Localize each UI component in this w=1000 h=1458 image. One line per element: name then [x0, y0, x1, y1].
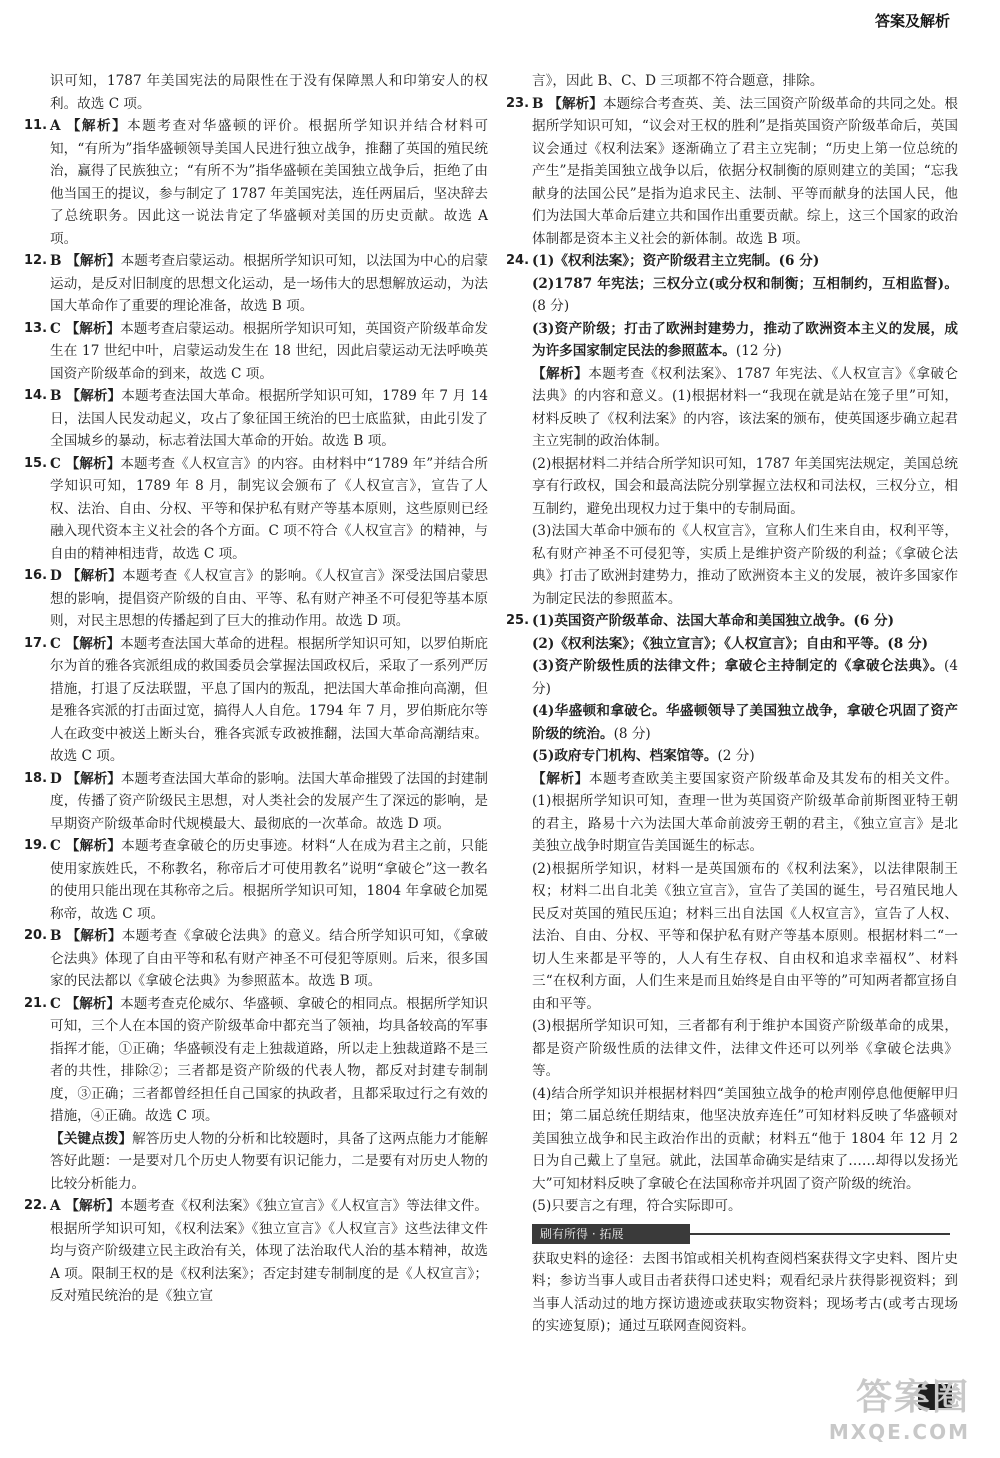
analysis-paragraph: (3)法国大革命中颁布的《人权宣言》，宣称人们生来自由，权利平等，私有财产神圣不可侵犯等，实质上是维护资产阶级的利益；《拿破仑法典》打击了欧洲封建势力，推动了欧洲资本主义的发展，被许多国家作为制定民法的参照蓝本。 — [532, 523, 958, 607]
answer-tag: C 【解析】 — [50, 635, 121, 652]
item-number: 18. — [24, 770, 48, 786]
answer-part: (1)《权利法案》；资产阶级君主立宪制。(6 分) — [532, 253, 820, 269]
answer-item — [24, 925, 488, 993]
section-text: 获取史料的途径：去图书馆或相关机构查阅档案获得文字史料、图片史料；参访当事人或目击者获得口述史料；观看纪录片获得影视资料；到当事人活动过的地方探访遗迹或获取实物资料；现场考古(或考古现场的实迹复原)；通过互联网查阅资料。 — [532, 1250, 958, 1334]
answer-text: 本题考查《拿破仑法典》的意义。结合所学知识可知，《拿破仑法典》体现了自由平等和私有财产神圣不可侵犯等原则。后来，很多国家的民法都以《拿破仑法典》为参照蓝本。故选 B 项。 — [50, 928, 488, 989]
right-column — [506, 70, 959, 1338]
answer-tag: B 【解析】 — [532, 95, 603, 112]
item-number: 17. — [24, 635, 48, 651]
answer-item — [506, 610, 958, 633]
analysis-paragraph: 【解析】本题考查欧美主要国家资产阶级革命及其发布的相关文件。(1)根据所学知识可知，查理一世为英国资产阶级革命前斯图亚特王朝的君主，路易十六为法国大革命前波旁王朝的君主，《独立宣言》是北美独立战争时期宣告美国诞生的标志。 — [532, 770, 959, 854]
answer-item — [24, 453, 488, 566]
item-number: 11. — [24, 118, 48, 133]
answer-text: 本题考查法国大革命的进程。根据所学知识可知，以罗伯斯庇尔为首的雅各宾派组成的救国委员会掌握法国政权后，采取了一系列严厉措施，打退了反法联盟，平息了国内的叛乱，把法国大革命推向高潮，但是雅各宾派的打击面过宽，搞得人人自危。1794 年 7 月，罗伯斯庇尔等人在政变中被送上断头台，雅各宾派专政被推翻，法国大革命高潮结束。故选 C 项。 — [50, 635, 488, 764]
item-number: 12. — [24, 253, 48, 268]
answer-item — [24, 115, 488, 250]
answer-tag: C 【解析】 — [50, 455, 121, 472]
answer-text: 本题考查法国大革命的影响。法国大革命摧毁了法国的封建制度，传播了资产阶级民主思想，对人类社会的发展产生了深远的影响，是早期资产阶级革命时代规模最大、最彻底的一次革命。故选 D 项。 — [50, 770, 488, 832]
left-column — [24, 70, 489, 1308]
answer-item — [24, 835, 488, 925]
key-tip — [30, 1128, 488, 1196]
answer-item — [24, 385, 488, 453]
item-number: 22. — [24, 1198, 48, 1213]
answer-part: (2)《权利法案》；《独立宣言》；《人权宣言》；自由和平等。(8 分) — [532, 635, 928, 652]
answer-text: 本题考查克伦威尔、华盛顿、拿破仑的相同点。根据所学知识可知，三个人在本国的资产阶级革命中都充当了领袖，均具备较高的军事指挥才能，①正确；华盛顿没有走上独裁道路，所以走上独裁道路不是三者的共性，排除②；三者都是资产阶级的代表人物，都反对封建专制制度，③正确；三者都曾经担任自己国家的执政者，且都采取过行之有效的措施，④正确。故选 C 项。 — [50, 995, 488, 1124]
answer-part: (5)政府专门机构、档案馆等。(2 分) — [532, 748, 755, 764]
answer-part: (1)英国资产阶级革命、法国大革命和美国独立战争。(6 分) — [532, 613, 895, 629]
item-number: 25. — [506, 613, 530, 628]
answer-item — [24, 993, 488, 1128]
answer-tag: B 【解析】 — [50, 928, 122, 944]
answer-text: 本题综合考查英、美、法三国资产阶级革命的共同之处。根据所学知识可知，“议会对王权的胜利”是指英国资产阶级革命后，英国议会通过《权利法案》逐渐确立了君主立宪制；“历史上第一位总统的产生”是指美国独立战争以后，依据分权制衡的原则建立的美国；“忘我献身的法国公民”是指为追求民主、法制、平等而献身的法国人民，他们为法国大革命后建立共和国作出重要贡献。综上，这三个国家的政治体制都是资本主义社会的新体制。故选 B 项。 — [532, 95, 959, 247]
analysis-paragraph: (2)根据材料二并结合所学知识可知，1787 年美国宪法规定，美国总统享有行政权，国会和最高法院分别掌握立法权和司法权，三权分立，相互制约，避免出现权力过于集中的专制局面。 — [532, 455, 958, 517]
item-number: 13. — [24, 320, 48, 336]
answer-item — [24, 1195, 489, 1308]
answer-item — [24, 318, 488, 386]
item-number: 20. — [24, 928, 48, 943]
answer-item — [24, 633, 488, 768]
answer-part: (3)资产阶级；打击了欧洲封建势力，推动了欧洲资本主义的发展，成为许多国家制定民法的参照蓝本。(12 分) — [532, 320, 958, 359]
item-number: 14. — [24, 388, 48, 403]
analysis-paragraph: (5)只要言之有理，符合实际即可。 — [532, 1198, 742, 1214]
answer-item — [24, 250, 488, 318]
answer-tag: D 【解析】 — [50, 770, 121, 787]
text-paragraph: 言》，因此 B、C、D 三项都不符合题意，排除。 — [532, 73, 824, 89]
answer-text: 本题考查对华盛顿的评价。根据所学知识并结合材料可知，“有所为”指华盛顿领导美国人民进行独立战争，推翻了英国的殖民统治，赢得了民族独立；“有所不为”指华盛顿在美国独立战争后，拒绝了由他当国王的提议，参与制定了 1787 年美国宪法，连任两届后，坚决辞去了总统职务。因此这一说法肯定了华盛顿对美国的历史贡献。故选 A 项。 — [50, 118, 488, 247]
answer-text: 本题考查法国大革命。根据所学知识可知，1789 年 7 月 14 日，法国人民发动起义，攻占了象征国王统治的巴士底监狱，由此引发了全国城乡的暴动，标志着法国大革命的开始。故选 B 项。 — [50, 388, 488, 449]
analysis-paragraph: (2)根据所学知识，材料一是英国颁布的《权利法案》，以法律限制王权；材料二出自北美《独立宣言》，宣告了美国的诞生，号召殖民地人民反对英国的殖民压迫；材料三出自法国《人权宣言》，宣告了人权、法治、自由、分权、平等和保护私有财产等基本原则。根据材料二“一切人生来都是平等的，人人有生存权、自由权和追求幸福权”、材料三“在权利方面，人们生来是而且始终是自由平等的”可知两者都宣扬自由和平等。 — [532, 860, 958, 1012]
analysis-paragraph: (4)结合所学知识并根据材料四“美国独立战争的枪声刚停息他便解甲归田；第二届总统任期结束，他坚决放弃连任”可知材料反映了华盛顿对美国独立战争和民主政治作出的贡献；材料五“他于 1804 年 12 月 2 日为自己戴上了皇冠。就此，法国革命确实是结束了……却得以发扬光大”可知材料反映了拿破仑在法国称帝并巩固了资产阶级的统治。 — [532, 1085, 958, 1192]
answer-tag: B 【解析】 — [50, 253, 121, 269]
watermark-line2: MXQE.COM — [828, 1420, 970, 1444]
item-number: 16. — [24, 568, 48, 583]
item-number: 21. — [24, 995, 48, 1011]
item-number: 24. — [506, 253, 530, 268]
answer-tag: C 【解析】 — [50, 320, 121, 337]
analysis-paragraph: 【解析】本题考查《权利法案》、1787 年宪法、《人权宣言》《拿破仑法典》的内容和意义。(1)根据材料一“我现在就是站在笼子里”可知，材料反映了《权利法案》的内容，该法案的颁布，使英国逐步确立起君主立宪制的政治体制。 — [532, 365, 959, 449]
answer-item — [24, 565, 488, 633]
answer-text: 本题考查拿破仑的历史事迹。材料“人在成为君主之前，只能使用家族姓氏，不称教名，称帝后才可使用教名”说明“拿破仑”这一教名的使用只能出现在其称帝之后。根据所学知识可知，1804 年拿破仑加冕称帝，故选 C 项。 — [50, 838, 488, 922]
answer-tag: C 【解析】 — [50, 995, 121, 1012]
answer-tag: A 【解析】 — [50, 1198, 120, 1214]
item-number: 23. — [506, 95, 530, 111]
key-tip-text: 解答历史人物的分析和比较题时，具备了这两点能力才能解答好此题：一是要对几个历史人物要有识记能力，二是要有对历史人物的比较分析能力。 — [50, 1130, 489, 1192]
section-bar: 刷有所得 · 拓展 — [532, 1224, 690, 1244]
analysis-paragraph: (3)根据所学知识可知，三者都有利于维护本国资产阶级革命的成果，都是资产阶级性质的法律文件，法律文件还可以列举《拿破仑法典》等。 — [532, 1018, 958, 1079]
answer-part: (3)资产阶级性质的法律文件；拿破仑主持制定的《拿破仑法典》。(4 分) — [532, 658, 958, 697]
answer-part: (2)1787 年宪法；三权分立(或分权和制衡；互相制约，互相监督)。(8 分) — [532, 275, 958, 314]
answer-text: 本题考查《权利法案》《独立宣言》《人权宣言》等法律文件。根据所学知识可知，《权利法案》《独立宣言》《人权宣言》这些法律文件均与资产阶级建立民主政治有关，体现了法治取代人治的基本精神，故选 A 项。限制王权的是《权利法案》；否定封建专制制度的是《人权宣言》；反对殖民统治的是《独立宣 — [50, 1198, 489, 1304]
answer-tag: C 【解析】 — [50, 838, 122, 854]
answer-text: 本题考查启蒙运动。根据所学知识可知，以法国为中心的启蒙运动，是反对旧制度的思想文化运动，是一场伟大的思想解放运动，为法国大革命作了重要的理论准备，故选 B 项。 — [50, 253, 488, 314]
watermark — [829, 1369, 970, 1444]
item-number: 15. — [24, 455, 48, 471]
answer-item — [506, 250, 958, 273]
item-number: 19. — [24, 838, 48, 853]
answer-item — [506, 93, 959, 251]
answer-tag: A 【解析】 — [50, 118, 128, 134]
text-paragraph: 识可知，1787 年美国宪法的局限性在于没有保障黑人和印第安人的权利。故选 C 项。 — [50, 73, 488, 112]
answer-text: 本题考查《人权宣言》的内容。由材料中“1789 年”并结合所学知识可知，1789 年 8 月，制宪议会颁布了《人权宣言》，宣告了人权、法治、自由、分权、平等和保护私有财产等基本原则，这些原则已经融入现代资本主义社会的各个方面。C 项不符合《人权宣言》的精神，与自由的精神相违背，故选 C 项。 — [50, 455, 488, 562]
answer-tag: D 【解析】 — [50, 568, 123, 584]
answer-text: 本题考查《人权宣言》的影响。《人权宣言》深受法国启蒙思想的影响，提倡资产阶级的自由、平等、私有财产神圣不可侵犯等基本原则，对民主思想的传播起到了巨大的推动作用。故选 D 项。 — [50, 568, 488, 629]
key-tip-label: 【关键点拨】 — [50, 1130, 133, 1147]
answer-tag: B 【解析】 — [50, 388, 122, 404]
answer-part: (4)华盛顿和拿破仑。华盛顿领导了美国独立战争，拿破仑巩固了资产阶级的统治。(8 分) — [532, 703, 958, 742]
answer-text: 本题考查启蒙运动。根据所学知识可知，英国资产阶级革命发生在 17 世纪中叶，启蒙运动发生在 18 世纪，因此启蒙运动无法呼唤英国资产阶级革命的到来，故选 C 项。 — [50, 320, 488, 382]
page-header: 答案及解析 — [874, 12, 950, 30]
watermark-line1: 答案圈 — [855, 1377, 970, 1418]
answer-item — [24, 768, 488, 836]
